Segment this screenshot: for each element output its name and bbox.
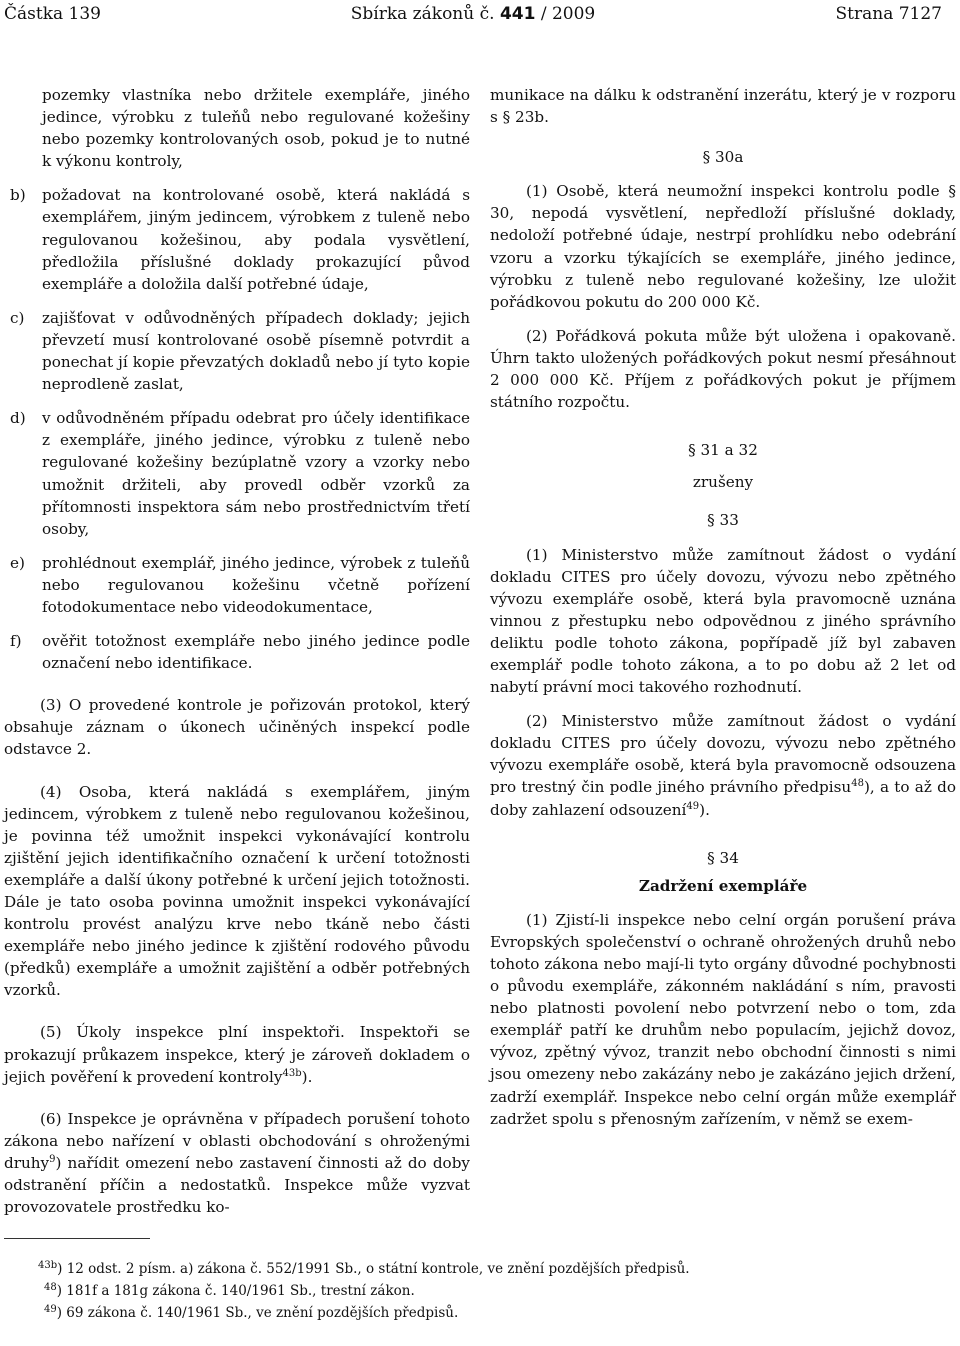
footnote-mark: 48 <box>44 1282 57 1293</box>
section-heading-34: § 34 <box>707 848 739 867</box>
paragraph-6-text-b: ) nařídit omezení nebo zastavení činnosti až do doby odstranění příčin a nedostatků. Inspekce může vyzvat provozovatele prostředku ko- <box>4 1153 470 1217</box>
footnote-divider <box>4 1238 150 1239</box>
item-text: zajišťovat v odůvodněných případech doklady; jejich převzetí musí kontrolované osobě písemně potvrdit a ponechat jí kopie převzatých dokladů nebo jí tyto kopie neprodleně zaslat, <box>42 308 470 394</box>
footnote-ref: 49 <box>686 800 700 812</box>
footnotes <box>4 1258 944 1324</box>
footnote: $^{48}$) 181f a 181g zákona č. 140/1961 Sb., trestní zákon. <box>44 1282 415 1299</box>
section-31-32-text: zrušeny <box>692 473 754 492</box>
paragraph-6-text-a: (6) Inspekce je oprávněna v případech porušení tohoto zákona nebo nařízení v oblasti obchodování s ohroženými druhy <box>4 1109 470 1172</box>
section-heading-33: § 33 <box>707 511 739 530</box>
section-heading-31-32: § 31 a 32 <box>688 441 758 460</box>
section-33-para-1: (1) Ministerstvo může zamítnout žádost o vydání dokladu CITES pro účely dovozu, vývozu nebo zpětného vývozu exempláře osobě, která byla pravomocně uznána vinnou z přestupku nebo odpovědnou z jiného správního deliktu podle tohoto zákona, popřípadě jíž byl zabaven exemplář podle tohoto zákona, a to po dobu až 2 let od nabytí právní moci takového rozhodnutí. <box>490 545 956 697</box>
item-text: prohlédnout exemplář, jiného jedince, výrobek z tuleňů nebo regulovanou kožešinu včetně pořízení fotodokumentace nebo videodokumentace, <box>42 553 470 616</box>
section-30a-para-2: (2) Pořádková pokuta může být uložena i opakovaně. Úhrn takto uložených pořádkových pokut nesmí přesáhnout 2 000 000 Kč. Příjem z pořádkových pokut je příjmem státního rozpočtu. <box>490 326 956 412</box>
paragraph-4: (4) Osoba, která nakládá s exemplářem, jiným jedincem, výrobkem z tuleně nebo regulovanou kožešinou, je povinna též umožnit inspekci vykonávající kontrolu zjištění jejich identifikačního označení k určení totožnosti exempláře a další úkony potřebné k určení jejich totožnosti. Dále je tato osoba povinna umožnit inspekci vykonávající kontrolu provést analýzu krve nebo tkáně nebo části exempláře nebo jiného jedince k zjištění rodového původu (předků) exempláře a umožnit zajištění a odběr potřebných vzorků. <box>4 782 470 1000</box>
footnote: $^{49}$) 69 zákona č. 140/1961 Sb., ve znění pozdějších předpisů. <box>44 1304 459 1321</box>
collection-year: / 2009 <box>540 4 596 24</box>
item-label: e) <box>10 553 25 572</box>
footnote-ref: 48 <box>851 778 864 790</box>
item-label: c) <box>10 308 25 327</box>
section-33-para-2-text-b: ), a to až do doby zahlazení odsouzení <box>490 778 956 819</box>
list-item <box>4 184 470 294</box>
intro-paragraph: pozemky vlastníka nebo držitele exempláře, jiného jedince, výrobku z tuleňů nebo regulované kožešiny nebo pozemky kontrolovaných osob, pokud je to nutné k výkonu kontroly, <box>42 86 470 171</box>
section-33-para-2-text-a: (2) Ministerstvo může zamítnout žádost o vydání dokladu CITES pro účely dovozu, vývozu nebo zpětného vývozu exempláře osobě, která byla pravomocně odsouzena pro trestný čin podle jiného právního předpisu <box>490 712 956 797</box>
list-item <box>4 630 470 674</box>
footnote-mark: 49 <box>44 1304 57 1315</box>
list-item <box>4 307 470 395</box>
header-collection <box>351 4 596 24</box>
continued-paragraph: munikace na dálku k odstranění inzerátu, který je v rozporu s § 23b. <box>490 86 956 127</box>
paragraph-5-text: (5) Úkoly inspekce plní inspektoři. Inspektoři se prokazují průkazem inspekce, který je zároveň dokladem o jejich pověření k provedení kontroly <box>4 1023 470 1086</box>
section-30a-para-1: (1) Osobě, která neumožní inspekci kontrolu podle § 30, nepodá vysvětlení, nepředloží příslušné doklady, nedoloží potřebné údaje, nestrpí prohlídku nebo odebrání vzoru a vzorku týkajících se exempláře, jiného jedince, výrobku z tuleně nebo regulované kožešiny, lze uložit pořádkovou pokutu do 200 000 Kč. <box>490 182 956 311</box>
footnote-mark: 43b <box>38 1260 58 1271</box>
paragraph-3: (3) O provedené kontrole je pořizován protokol, který obsahuje záznam o úkonech učiněných inspekcí podle odstavce 2. <box>4 696 470 759</box>
header-page: Strana 7127 <box>835 4 942 24</box>
footnote: $^{43b}$) 12 odst. 2 písm. a) zákona č. 552/1991 Sb., o státní kontrole, ve znění pozdějších předpisů. <box>38 1260 690 1277</box>
law-number: 441 <box>499 4 536 24</box>
right-column <box>490 84 956 1130</box>
left-column <box>4 84 470 1218</box>
paragraph-6 <box>4 1108 470 1218</box>
item-text: požadovat na kontrolované osobě, která nakládá s exemplářem, jiným jedincem, výrobkem z tuleně nebo regulovanou kožešinou, aby podala vysvětlení, předložila příslušné doklady prokazující původ exempláře a doložila další potřebné údaje, <box>42 186 470 293</box>
item-label: d) <box>10 409 26 428</box>
paragraph-5-end: ). <box>301 1067 313 1086</box>
section-33-para-2 <box>490 710 956 820</box>
list-item <box>4 407 470 540</box>
footnote-ref: 9 <box>49 1153 56 1165</box>
page-header <box>4 4 942 24</box>
section-heading-30a: § 30a <box>702 148 744 167</box>
section-34-para-1: (1) Zjistí-li inspekce nebo celní orgán porušení práva Evropských společenství o ochraně ohrožených druhů nebo tohoto zákona nebo mají-li tyto orgány důvodné pochybnosti o původu exempláře, zákonném nakládání s ním, pravosti nebo platnosti povolení nebo potvrzení nebo o tom, zda exemplář patří ke druhům nebo populacím, jejichž dovoz, vývoz, zpětný vývoz, tranzit nebo obchodní činnosti s nimi jsou omezeny nebo zakázány nebo je zakázáno jejich držení, zadrží exemplář. Inspekce nebo celní orgán může exemplář zadržet spolu s přenosným zařízením, v němž se exem- <box>490 910 956 1128</box>
footnote-text: 12 odst. 2 písm. a) zákona č. 552/1991 Sb., o státní kontrole, ve znění pozdějších předpisů. <box>66 1261 690 1277</box>
item-text: v odůvodněném případu odebrat pro účely identifikace z exempláře, jiného jedince, výrobku z tuleně nebo regulované kožešiny bezúplatně vzory a vzorky nebo umožnit držiteli, aby provedl odběr vzorků za přítomnosti inspektora sám nebo prostřednictvím třetí osoby, <box>42 409 470 538</box>
section-34-title: Zadržení exempláře <box>638 876 808 895</box>
item-label: b) <box>10 186 26 205</box>
header-part: Částka 139 <box>4 4 101 24</box>
item-text: ověřit totožnost exempláře nebo jiného jedince podle označení nebo identifikace. <box>42 632 470 673</box>
section-33-para-2-text-c: ). <box>699 800 710 819</box>
collection-label: Sbírka zákonů č. <box>350 4 495 24</box>
item-label: f) <box>10 632 22 651</box>
footnote-text: 181f a 181g zákona č. 140/1961 Sb., trestní zákon. <box>66 1283 415 1299</box>
footnote-ref: 43b <box>282 1067 302 1079</box>
list-item <box>4 552 470 618</box>
footnote-text: 69 zákona č. 140/1961 Sb., ve znění pozdějších předpisů. <box>66 1305 459 1321</box>
paragraph-5 <box>4 1021 470 1087</box>
